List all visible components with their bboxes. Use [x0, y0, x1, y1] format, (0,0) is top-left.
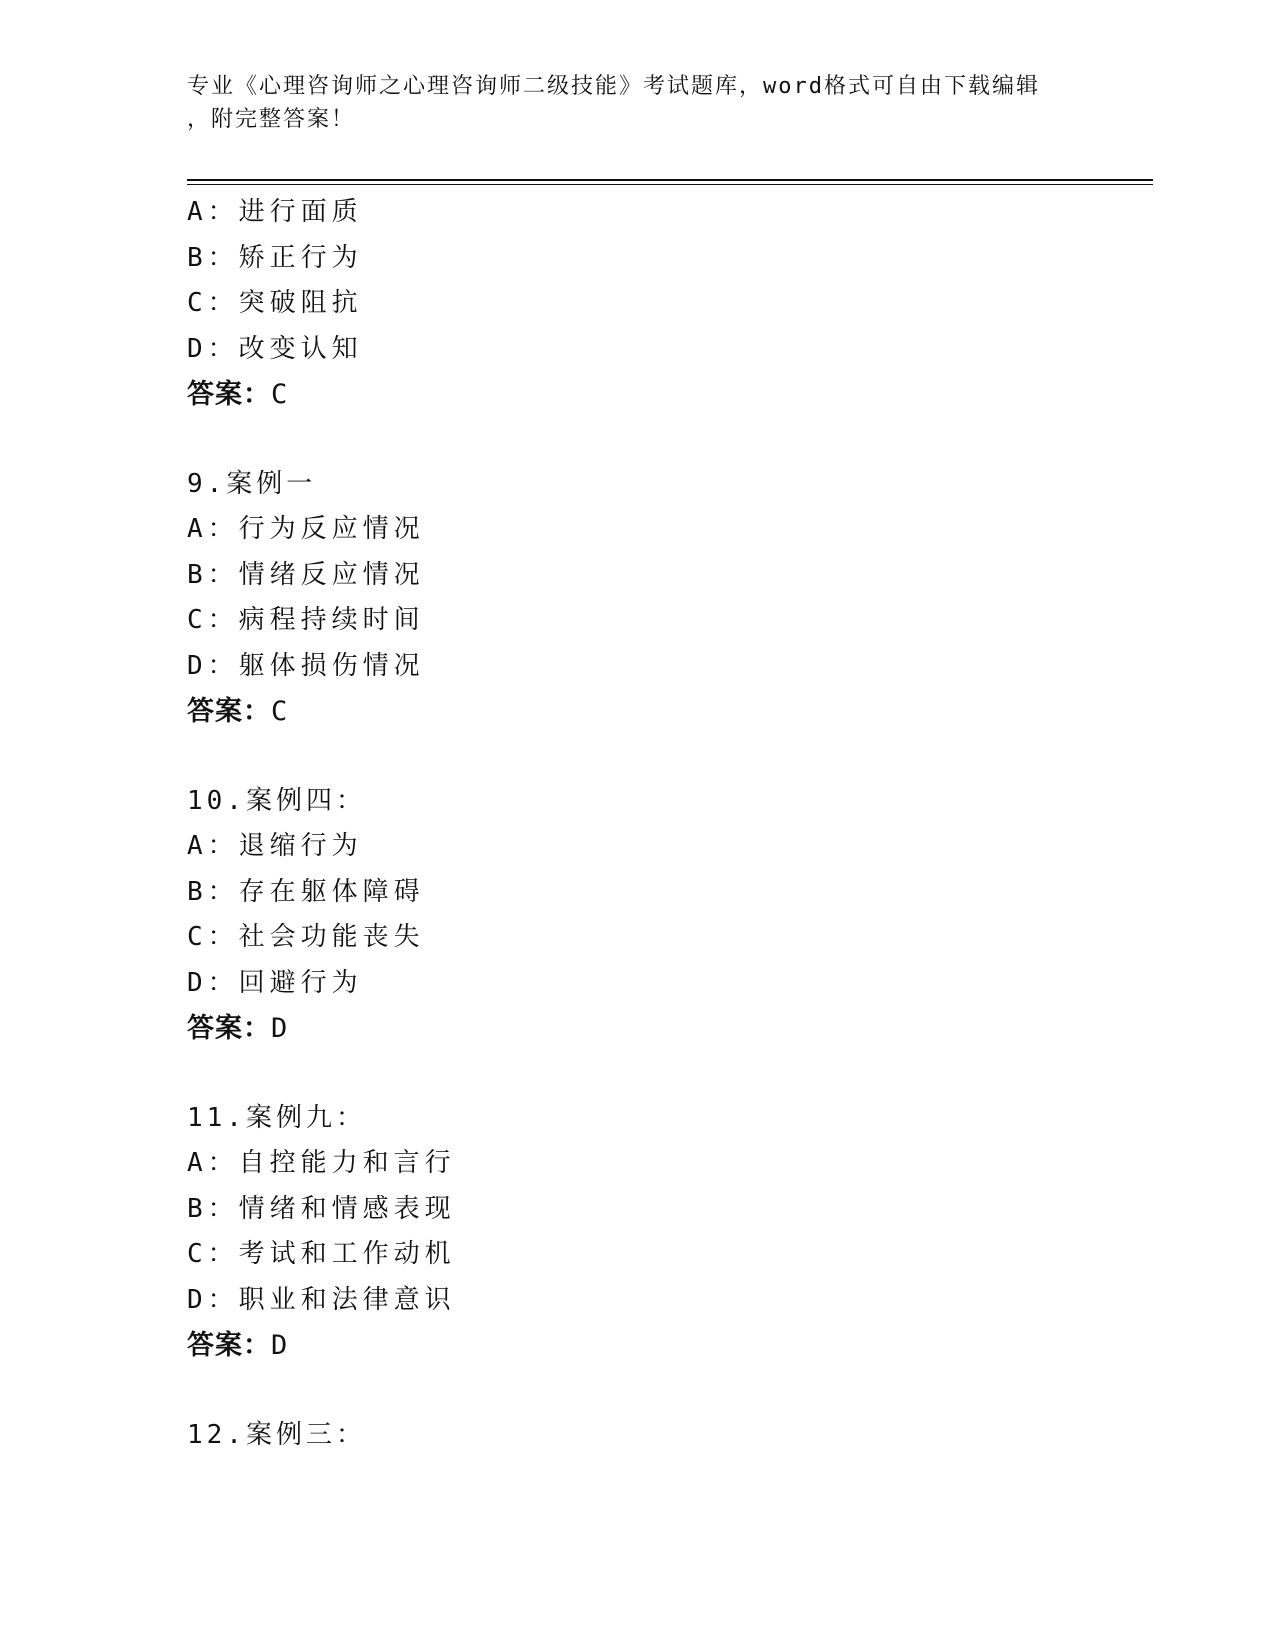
option-c: C：社会功能丧失: [187, 922, 425, 952]
option-b: B：矫正行为: [187, 242, 363, 273]
question-block: [187, 1413, 456, 1459]
header-line-2: ，附完整答案！: [187, 107, 356, 132]
question-title: 12.案例三：: [187, 1419, 366, 1450]
option-a: A：退缩行为: [187, 831, 363, 861]
option-c: C：突破阻抗: [187, 288, 363, 318]
answer-line: [187, 372, 456, 418]
question-list: [187, 190, 456, 1458]
option-d: D：改变认知: [187, 333, 363, 364]
option-c: C：考试和工作动机: [187, 1239, 456, 1269]
answer-label: 答案：: [187, 1330, 271, 1361]
option-a: A：行为反应情况: [187, 514, 425, 544]
question-block: [187, 1096, 456, 1369]
document-header: [187, 70, 1087, 136]
header-divider: [187, 179, 1153, 181]
answer-value: D: [271, 1013, 289, 1044]
option-d: D：回避行为: [187, 967, 363, 998]
option-c: C：病程持续时间: [187, 605, 425, 635]
question-title: 11.案例九：: [187, 1102, 366, 1133]
answer-value: D: [271, 1330, 289, 1361]
answer-line: [187, 1323, 456, 1369]
option-a: A：进行面质: [187, 197, 363, 227]
option-d: D：躯体损伤情况: [187, 650, 425, 681]
option-d: D：职业和法律意识: [187, 1284, 456, 1315]
answer-line: [187, 689, 456, 735]
answer-label: 答案：: [187, 1013, 271, 1044]
question-block: [187, 462, 456, 735]
question-title: 10.案例四：: [187, 785, 366, 816]
option-b: B：情绪反应情况: [187, 559, 425, 590]
option-a: A：自控能力和言行: [187, 1148, 456, 1178]
answer-label: 答案：: [187, 696, 271, 727]
answer-value: C: [271, 379, 289, 410]
answer-label: 答案：: [187, 379, 271, 410]
answer-value: C: [271, 696, 289, 727]
question-title: 9.案例一: [187, 468, 317, 499]
answer-line: [187, 1006, 456, 1052]
option-b: B：情绪和情感表现: [187, 1193, 456, 1224]
question-block-partial: [187, 190, 456, 418]
question-block: [187, 779, 456, 1052]
option-b: B：存在躯体障碍: [187, 876, 425, 907]
header-divider-thin: [187, 184, 1153, 185]
header-line-1: 专业《心理咨询师之心理咨询师二级技能》考试题库，word格式可自由下载编辑: [187, 74, 1040, 99]
